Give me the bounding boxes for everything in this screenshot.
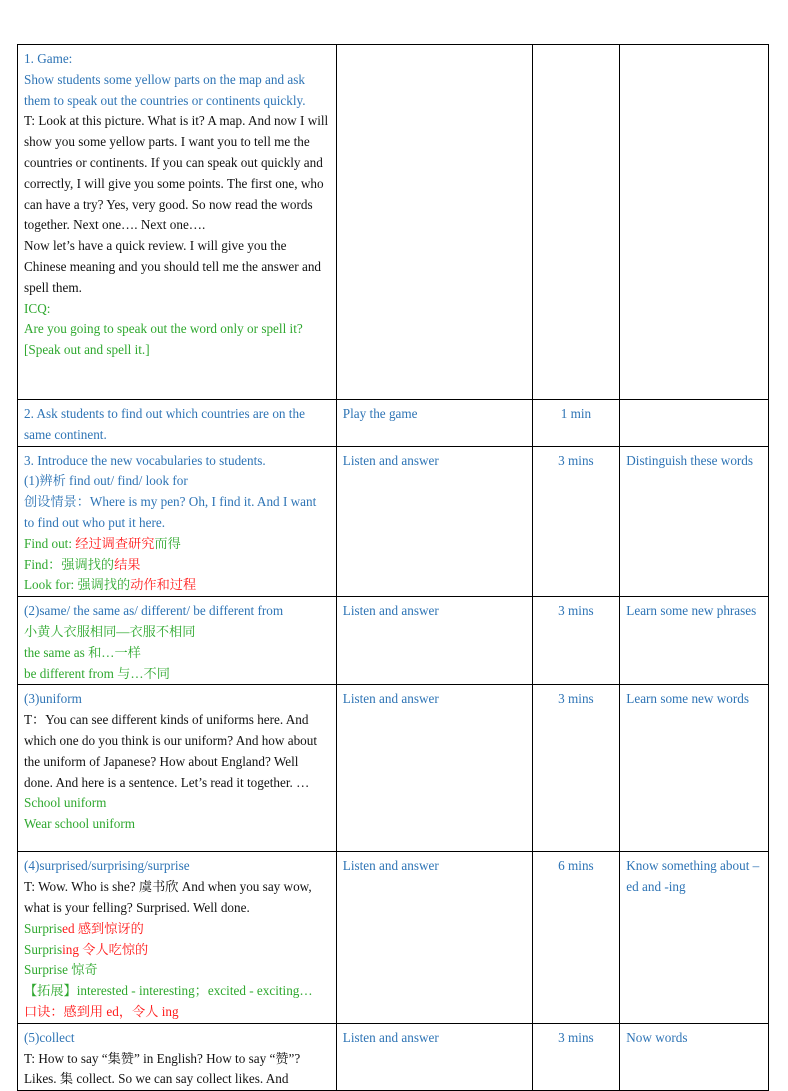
procedure-text: T：You can see different kinds of uniforms here. And which one do you think is our uniform? And how about the uniform of Japanese? How about England? Well done. And here is a sentence. Let’s read it together. … xyxy=(24,712,318,790)
procedure-line xyxy=(24,111,330,236)
procedure-line xyxy=(24,622,330,643)
procedure-text: 经过调查研究 xyxy=(75,535,155,551)
procedure-line xyxy=(24,981,330,1002)
procedure-line xyxy=(24,877,330,919)
table-row xyxy=(18,852,769,1023)
procedure-text: T: How to say “集赞” in English? How to say “赞”? Likes. 集 collect. So we can say collect likes. And xyxy=(24,1050,301,1087)
procedure-line xyxy=(24,534,330,555)
procedure-text: 2. Ask students to find out which countries are on the same continent. xyxy=(24,406,305,442)
activity-cell: Listen and answer xyxy=(336,446,532,597)
time-cell: 1 min xyxy=(532,400,620,447)
time-cell: 3 mins xyxy=(532,446,620,597)
procedure-line xyxy=(24,856,330,877)
purpose-cell xyxy=(620,45,769,400)
procedure-line xyxy=(24,1049,330,1091)
procedure-text: (4)surprised/surprising/surprise xyxy=(24,858,190,874)
table-row xyxy=(18,685,769,852)
procedure-text: ed 感到惊讶的 xyxy=(62,920,144,936)
procedure-text: Surprise 惊奇 xyxy=(24,962,98,978)
purpose-cell xyxy=(620,400,769,447)
procedure-text: ing 令人吃惊的 xyxy=(62,941,149,957)
activity-cell: Listen and answer xyxy=(336,685,532,852)
procedure-text: Are you going to speak out the word only or spell it? [Speak out and spell it.] xyxy=(24,321,303,358)
table-row xyxy=(18,446,769,597)
activity-cell: Listen and answer xyxy=(336,597,532,685)
purpose-cell: Learn some new words xyxy=(620,685,769,852)
table-row xyxy=(18,597,769,685)
procedure-text: Show students some yellow parts on the map and ask them to speak out the countries or continents quickly. xyxy=(24,71,306,108)
procedure-text: (2)same/ the same as/ different/ be different from xyxy=(24,603,284,619)
procedure-line xyxy=(24,919,330,940)
table-row xyxy=(18,1023,769,1090)
procedure-line xyxy=(24,1002,330,1023)
procedure-line xyxy=(24,299,330,320)
activity-cell xyxy=(336,45,532,400)
procedure-line xyxy=(24,555,330,576)
procedure-text: (5)collect xyxy=(24,1029,75,1045)
procedure-cell xyxy=(18,852,337,1023)
procedure-cell xyxy=(18,1023,337,1090)
procedure-text: Find：强调找的 xyxy=(24,556,115,572)
procedure-line xyxy=(24,601,330,622)
procedure-text: 而得 xyxy=(154,535,181,551)
procedure-text: T: Wow. Who is she? 虞书欣 And when you say wow, what is your felling? Surprised. Well done. xyxy=(24,879,312,915)
time-cell: 3 mins xyxy=(532,685,620,852)
procedure-line xyxy=(24,664,330,685)
procedure-cell xyxy=(18,597,337,685)
procedure-text: Surpris xyxy=(24,920,63,936)
procedure-text: Now let’s have a quick review. I will give you the Chinese meaning and you should tell me the answer and spell them. xyxy=(24,238,322,295)
procedure-cell xyxy=(18,400,337,447)
procedure-line xyxy=(24,319,330,361)
procedure-text: T: Look at this picture. What is it? A map. And now I will show you some yellow parts. I want you to tell me the countries or continents. If you can speak out quickly and correctly, I will give you some points. The first one, who can have a try? Yes, very good. So now read the words together. Next one…. Next one…. xyxy=(24,113,329,233)
activity-cell: Listen and answer xyxy=(336,1023,532,1090)
procedure-line xyxy=(24,940,330,961)
time-cell: 3 mins xyxy=(532,597,620,685)
procedure-text: be different from 与…不同 xyxy=(24,665,170,681)
procedure-line xyxy=(24,710,330,793)
procedure-line xyxy=(24,575,330,596)
procedure-text: 小黄人衣服相同—衣服不相同 xyxy=(24,623,196,639)
procedure-text: Surpris xyxy=(24,941,63,957)
procedure-text: (3)uniform xyxy=(24,691,82,707)
procedure-cell xyxy=(18,685,337,852)
procedure-line xyxy=(24,492,330,534)
purpose-cell: Distinguish these words xyxy=(620,446,769,597)
procedure-text: 动作和过程 xyxy=(130,577,197,593)
procedure-line xyxy=(24,689,330,710)
purpose-cell: Know something about –ed and -ing xyxy=(620,852,769,1023)
procedure-line xyxy=(24,236,330,298)
procedure-line xyxy=(24,471,330,492)
procedure-text: 【拓展】interested - interesting；excited - exciting… xyxy=(24,983,313,999)
table-row xyxy=(18,45,769,400)
time-cell: 6 mins xyxy=(532,852,620,1023)
procedure-text: the same as 和…一样 xyxy=(24,644,141,660)
procedure-line xyxy=(24,960,330,981)
activity-cell: Play the game xyxy=(336,400,532,447)
table-row xyxy=(18,400,769,447)
procedure-text: (1)辨析 find out/ find/ look for xyxy=(24,473,188,489)
time-cell: 3 mins xyxy=(532,1023,620,1090)
procedure-line xyxy=(24,814,330,835)
procedure-cell xyxy=(18,45,337,400)
procedure-line xyxy=(24,70,330,112)
time-cell xyxy=(532,45,620,400)
procedure-text: Find out: xyxy=(24,535,76,551)
lesson-plan-table xyxy=(17,44,769,1091)
procedure-text: 口诀：感到用 ed，令人 ing xyxy=(24,1003,179,1019)
procedure-text: Wear school uniform xyxy=(24,816,135,832)
procedure-text: Look for: 强调找的 xyxy=(24,577,131,593)
procedure-line xyxy=(24,404,330,446)
procedure-cell xyxy=(18,446,337,597)
procedure-text: School uniform xyxy=(24,795,107,811)
procedure-line xyxy=(24,643,330,664)
procedure-line xyxy=(24,451,330,472)
procedure-line xyxy=(24,793,330,814)
procedure-line xyxy=(24,49,330,70)
procedure-text: ICQ: xyxy=(24,300,51,316)
activity-cell: Listen and answer xyxy=(336,852,532,1023)
procedure-text: 3. Introduce the new vocabularies to students. xyxy=(24,452,266,468)
procedure-text: 创设情景：Where is my pen? Oh, I find it. And I want to find out who put it here. xyxy=(24,494,317,530)
table-body xyxy=(18,45,769,1091)
procedure-text: 结果 xyxy=(114,556,141,572)
purpose-cell: Now words xyxy=(620,1023,769,1090)
procedure-text: 1. Game: xyxy=(24,51,73,66)
purpose-cell: Learn some new phrases xyxy=(620,597,769,685)
procedure-line xyxy=(24,1028,330,1049)
